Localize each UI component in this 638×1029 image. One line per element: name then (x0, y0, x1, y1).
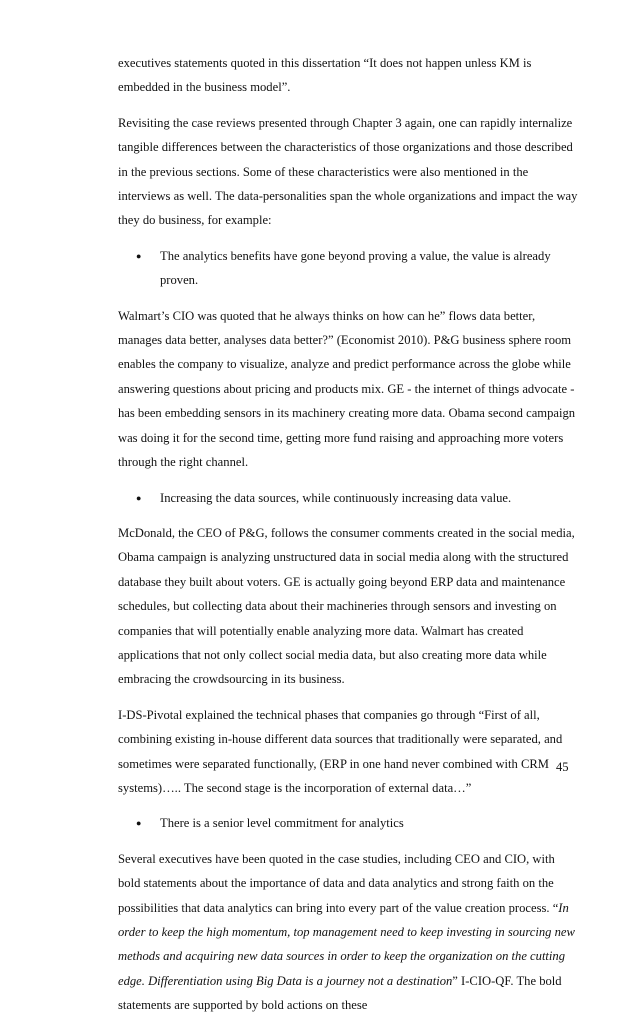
page-number: 45 (556, 760, 569, 774)
executive-quote: In order to keep the high momentum, top management need to keep investing in sourcing new methods and acquiring new data sources in order to keep the organization on the cutting edge. Differentiation using Big Data is a journey not a destination (118, 900, 575, 988)
paragraph-intro: executives statements quoted in this dissertation “It does not happen unless KM is embedded in the business model”. (118, 56, 532, 95)
paragraph-executives (118, 847, 580, 1018)
bullet-icon: ● (136, 818, 142, 829)
paragraph-executives-end: ” I-CIO-QF. The bold statements are supported by bold actions on these (118, 973, 562, 1013)
bullet-text: There is a senior level commitment for analytics (160, 816, 404, 831)
bullet-text: Increasing the data sources, while continuously increasing data value. (160, 490, 512, 505)
bullet-item-data-sources (118, 486, 580, 510)
paragraph-pivotal: I-DS-Pivotal explained the technical phases that companies go through “First of all, combining existing in-house different data sources that traditionally were separated, and sometimes were separated functionally, (ERP in one hand never combined with CRM systems)….. The second stage is the incorporation of external data…” (118, 707, 563, 795)
paragraph-mcdonald: McDonald, the CEO of P&G, follows the consumer comments created in the social media, Obama campaign is analyzing unstructured data in social media along with the structured database they built about voters. GE is actually going beyond ERP data and maintenance schedules, but collecting data about their machineries through sensors and investing on companies that will potentially enable analyzing more data. Walmart has created applications that not only collect social media data, but also creating more data while embracing the crowdsourcing in its business. (118, 525, 575, 687)
document-page (118, 51, 580, 1029)
bullet-icon: ● (136, 250, 142, 261)
bullet-item-analytics-benefits (118, 244, 580, 293)
paragraph-case-reviews: Revisiting the case reviews presented through Chapter 3 again, one can rapidly internalize tangible differences between the characteristics of those organizations and those described in the previous sections. Some of these characteristics were also mentioned in the interviews as well. The data-personalities span the whole organizations and impact the way they do business, for example: (118, 115, 578, 228)
bullet-text: The analytics benefits have gone beyond proving a value, the value is already proven. (160, 248, 551, 288)
bullet-item-senior-commitment (118, 811, 580, 835)
paragraph-walmart: Walmart’s CIO was quoted that he always thinks on how can he” flows data better, manages data better, analyses data better?” (Economist 2010). P&G business sphere room enables the company to visualize, analyze and predict performance across the globe while answering questions about pricing and products mix. GE - the internet of things advocate - has been embedding sensors in its machinery creating more data. Obama second campaign was doing it for the second time, getting more fund raising and approaching more voters through the right channel. (118, 308, 576, 470)
bullet-icon: ● (136, 492, 142, 503)
paragraph-executives-start: Several executives have been quoted in the case studies, including CEO and CIO, with bold statements about the importance of data and data analytics and strong faith on the possibilities that data analytics can bring into every part of the value creation process. “ (118, 851, 559, 915)
